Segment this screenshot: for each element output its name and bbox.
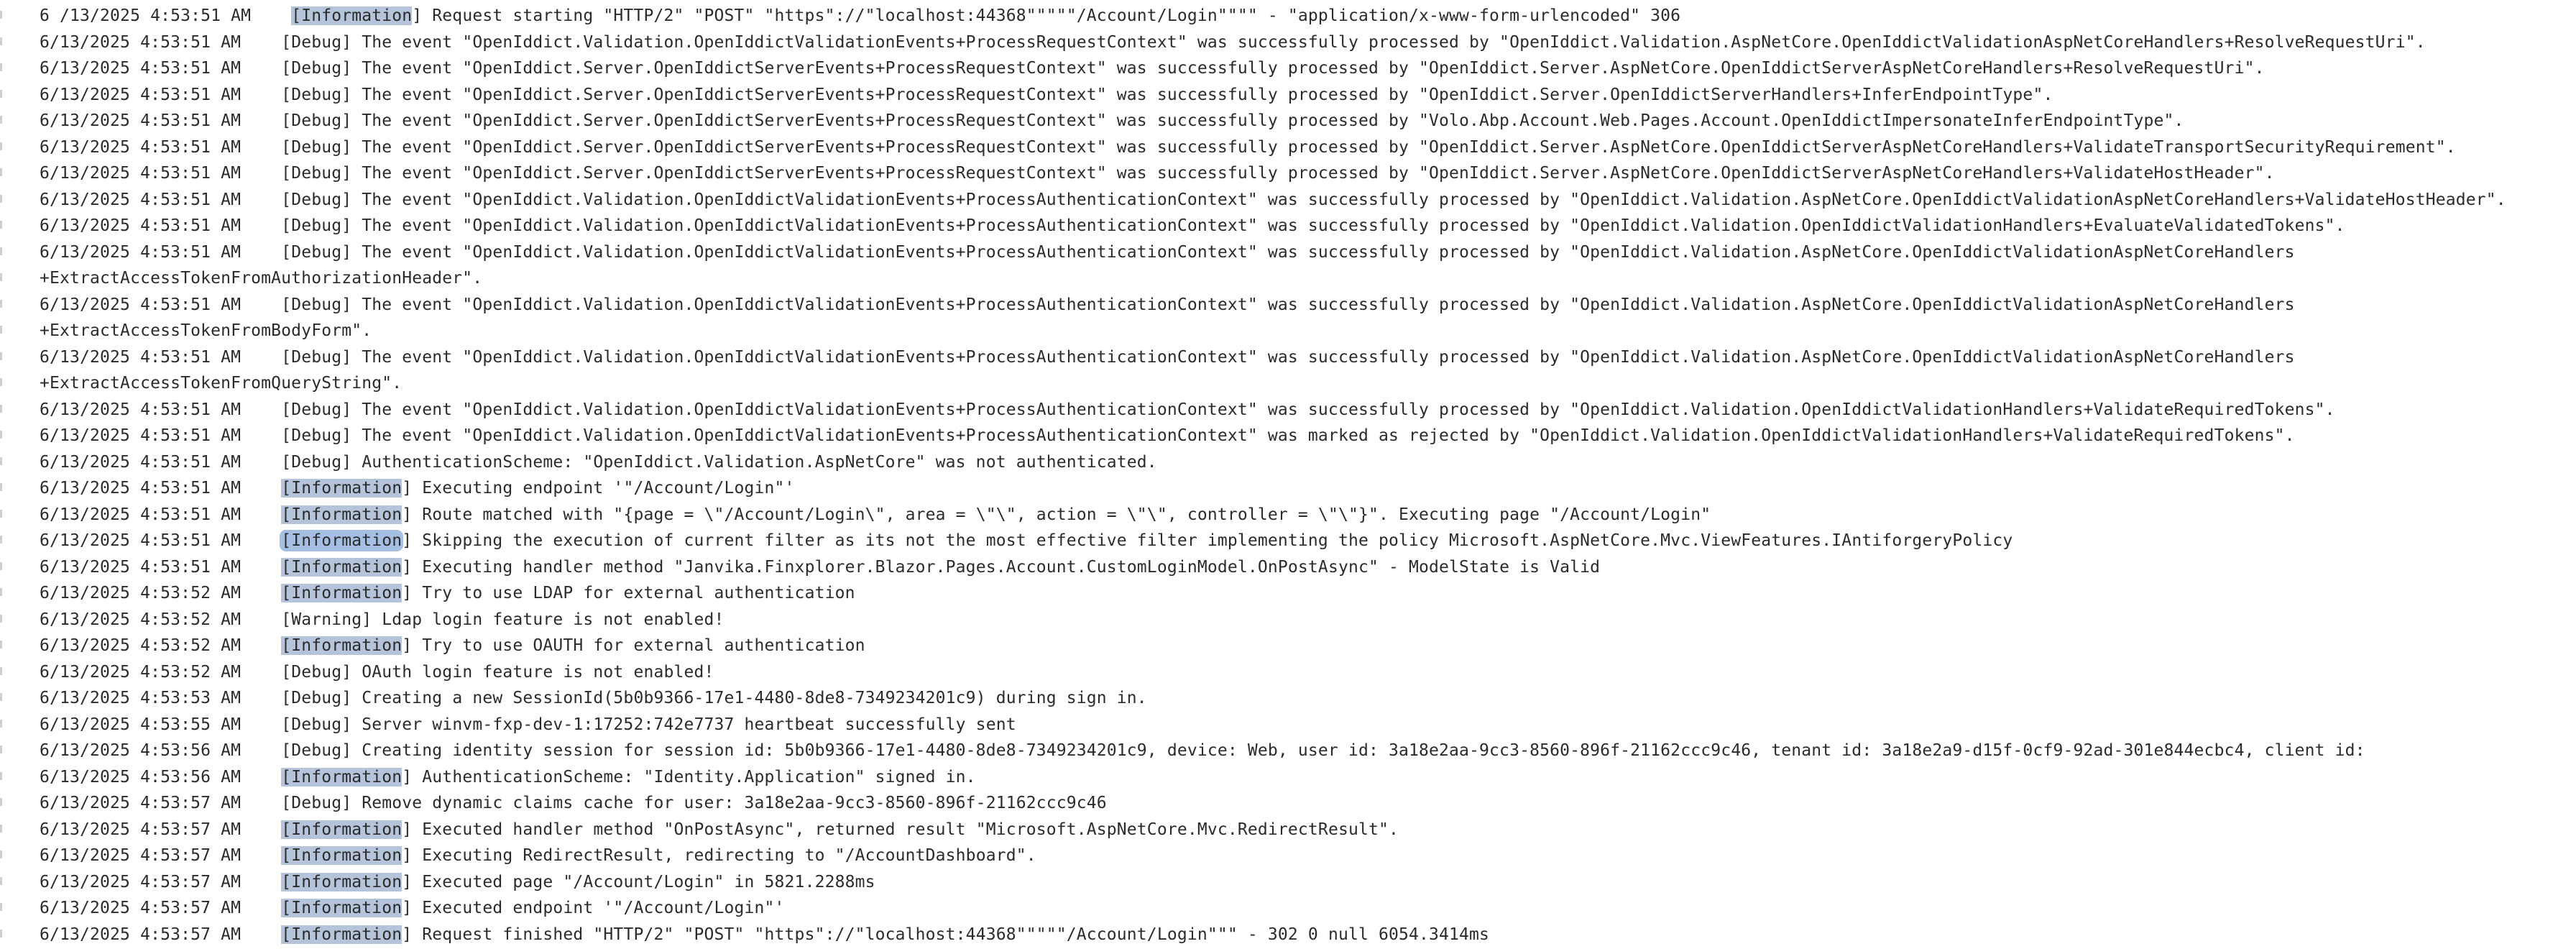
search-match: [Information (281, 505, 402, 524)
log-line[interactable] (0, 108, 2576, 134)
log-message: Executed handler method "OnPostAsync", returned result "Microsoft.AspNetCore.Mvc.RedirectResult". (422, 820, 1399, 839)
log-line[interactable] (0, 160, 2576, 187)
timestamp: 6/13/2025 4:53:51 AM (40, 59, 242, 78)
timestamp: 6/13/2025 4:53:55 AM (40, 715, 242, 734)
timestamp: 6/13/2025 4:53:52 AM (40, 662, 242, 682)
level-badge: [Debug] (281, 689, 362, 707)
log-line[interactable]: 6/13/2025 4:53:57 AM [Information] Request finished "HTTP/2" "POST" "https"://"localhost:44368"""""/Account/Login""" - 302 0 null 6054.3414ms (0, 922, 2576, 948)
timestamp: 6/13/2025 4:53:51 AM (40, 295, 242, 314)
log-line[interactable]: 6/13/2025 4:53:57 AM [Information] Executed handler method "OnPostAsync", returned result "Microsoft.AspNetCore.Mvc.RedirectResult". (0, 817, 2576, 843)
log-message: Route matched with "{page = \"/Account/Login\", area = \"\", action = \"\", controller = \"\"}". Executing page "/Account/Login" (422, 505, 1711, 524)
timestamp: 6 /13/2025 4:53:51 AM (40, 6, 252, 25)
level-badge: [Debug] (281, 295, 362, 314)
log-message: AuthenticationScheme: "OpenIddict.Validation.AspNetCore" was not authenticated. (362, 452, 1157, 472)
log-line-continuation[interactable] (0, 265, 2576, 292)
log-line[interactable] (0, 187, 2576, 214)
log-message: Skipping the execution of current filter as its not the most effective filter implementing the policy Microsoft.AspNetCore.Mvc.ViewFeatures.IAntiforgeryPolicy (422, 531, 2013, 550)
timestamp: 6/13/2025 4:53:51 AM (40, 531, 242, 550)
log-line[interactable]: 6/13/2025 4:53:51 AM [Information] Skipping the execution of current filter as its not the most effective filter implementing the policy Microsoft.AspNetCore.Mvc.ViewFeatures.IAntiforgeryPolicy (0, 528, 2576, 554)
log-message: Ldap login feature is not enabled! (382, 610, 724, 629)
search-match: [Information (281, 767, 402, 787)
log-message: The event "OpenIddict.Validation.OpenIddictValidationEvents+ProcessAuthenticationContext" was successfully processed by "OpenIddict.Validation.AspNetCore.OpenIddictValidationAspNetCoreHandlers (362, 347, 2295, 367)
search-match: [Information (281, 872, 402, 891)
log-line[interactable] (0, 607, 2576, 633)
log-line[interactable] (0, 685, 2576, 712)
log-line[interactable]: 6/13/2025 4:53:57 AM [Information] Executed page "/Account/Login" in 5821.2288ms (0, 869, 2576, 896)
log-message: +ExtractAccessTokenFromAuthorizationHeader". (40, 269, 483, 288)
level-badge: [Debug] (281, 85, 362, 104)
timestamp: 6/13/2025 4:53:52 AM (40, 610, 242, 629)
level-badge: [Debug] (281, 59, 362, 78)
log-message: Executing RedirectResult, redirecting to "/AccountDashboard". (422, 846, 1036, 865)
timestamp: 6/13/2025 4:53:57 AM (40, 820, 242, 839)
level-badge: [Debug] (281, 794, 362, 812)
level-badge: [Debug] (281, 400, 362, 419)
log-line[interactable]: 6/13/2025 4:53:52 AM [Information] Try to use LDAP for external authentication (0, 580, 2576, 607)
log-line[interactable] (0, 397, 2576, 423)
log-line[interactable] (0, 423, 2576, 449)
timestamp: 6/13/2025 4:53:57 AM (40, 846, 242, 865)
log-message: Request finished "HTTP/2" "POST" "https"://"localhost:44368"""""/Account/Login""" - 302 0 null 6054.3414ms (422, 925, 1490, 944)
log-message: The event "OpenIddict.Server.OpenIddictServerEvents+ProcessRequestContext" was successfully processed by "Volo.Abp.Account.Web.Pages.Account.OpenIddictImpersonateInferEndpointType". (362, 111, 2184, 130)
timestamp: 6/13/2025 4:53:56 AM (40, 767, 242, 787)
timestamp: 6/13/2025 4:53:51 AM (40, 505, 242, 524)
log-line[interactable] (0, 292, 2576, 318)
log-line[interactable] (0, 82, 2576, 109)
log-message: The event "OpenIddict.Server.OpenIddictServerEvents+ProcessRequestContext" was successfully processed by "OpenIddict.Server.AspNetCore.OpenIddictServerAspNetCoreHandlers+ResolveRequestUri". (362, 59, 2265, 78)
timestamp: 6/13/2025 4:53:51 AM (40, 400, 242, 419)
search-match: [Information (281, 846, 402, 865)
log-line[interactable] (0, 738, 2576, 764)
log-line[interactable] (0, 55, 2576, 82)
log-message: The event "OpenIddict.Validation.OpenIddictValidationEvents+ProcessAuthenticationContext" was marked as rejected by "OpenIddict.Validation.OpenIddictValidationHandlers+ValidateRequiredTokens". (362, 426, 2295, 445)
log-message: +ExtractAccessTokenFromBodyForm". (40, 321, 372, 340)
level-badge: [Debug] (281, 32, 362, 52)
log-line[interactable] (0, 712, 2576, 738)
log-message: Request starting "HTTP/2" "POST" "https"://"localhost:44368"""""/Account/Login"""" - "application/x-www-form-urlencoded" 306 (432, 6, 1681, 25)
search-match: [Information (281, 557, 402, 577)
search-match: [Information (281, 479, 402, 498)
log-message: The event "OpenIddict.Validation.OpenIddictValidationEvents+ProcessAuthenticationContext" was successfully processed by "OpenIddict.Validation.AspNetCore.OpenIddictValidationAspNetCoreHandlers+ValidateHostHeader". (362, 190, 2506, 209)
timestamp: 6/13/2025 4:53:51 AM (40, 347, 242, 367)
log-message: The event "OpenIddict.Validation.OpenIddictValidationEvents+ProcessAuthenticationContext" was successfully processed by "OpenIddict.Validation.OpenIddictValidationHandlers+EvaluateValidatedTokens". (362, 216, 2345, 235)
search-match: [Information (281, 925, 402, 944)
log-message: AuthenticationScheme: "Identity.Application" signed in. (422, 767, 976, 787)
level-badge: [Debug] (281, 137, 362, 157)
log-line[interactable]: 6/13/2025 4:53:52 AM [Information] Try to use OAUTH for external authentication (0, 633, 2576, 659)
level-badge: [Debug] (281, 347, 362, 367)
log-line[interactable]: 6 /13/2025 4:53:51 AM [Information] Request starting "HTTP/2" "POST" "https"://"localhost:44368"""""/Account/Login"""" - "application/x-www-form-urlencoded" 306 (0, 3, 2576, 29)
level-badge: [Warning] (281, 610, 382, 629)
timestamp: 6/13/2025 4:53:57 AM (40, 899, 242, 917)
log-message: Creating identity session for session id: 5b0b9366-17e1-4480-8de8-7349234201c9, device: Web, user id: 3a18e2aa-9cc3-8560-896f-21162ccc9c46, tenant id: 3a18e2a9-d15f-0cf9-92ad-301e844ecbc4, client id: (362, 741, 2365, 760)
timestamp: 6/13/2025 4:53:56 AM (40, 741, 242, 760)
timestamp: 6/13/2025 4:53:51 AM (40, 111, 242, 130)
level-badge: [Debug] (281, 662, 362, 682)
log-message: Server winvm-fxp-dev-1:17252:742e7737 heartbeat successfully sent (362, 715, 1016, 734)
log-line[interactable] (0, 213, 2576, 239)
log-line-continuation[interactable] (0, 370, 2576, 397)
log-line[interactable] (0, 344, 2576, 371)
log-message: The event "OpenIddict.Server.OpenIddictServerEvents+ProcessRequestContext" was successfully processed by "OpenIddict.Server.AspNetCore.OpenIddictServerAspNetCoreHandlers+ValidateTransportSecurityRequirement". (362, 137, 2456, 157)
log-line-continuation[interactable] (0, 318, 2576, 344)
level-badge: [Debug] (281, 111, 362, 130)
log-message: The event "OpenIddict.Validation.OpenIddictValidationEvents+ProcessRequestContext" was successfully processed by "OpenIddict.Validation.AspNetCore.OpenIddictValidationAspNetCoreHandlers+ResolveRequestUri". (362, 32, 2426, 52)
log-message: The event "OpenIddict.Validation.OpenIddictValidationEvents+ProcessAuthenticationContext" was successfully processed by "OpenIddict.Validation.AspNetCore.OpenIddictValidationAspNetCoreHandlers (362, 295, 2295, 314)
log-message: Executed endpoint '"/Account/Login"' (422, 899, 785, 917)
log-line[interactable]: 6/13/2025 4:53:51 AM [Information] Executing handler method "Janvika.Finxplorer.Blazor.Pages.Account.CustomLoginModel.OnPostAsync" - ModelState is Valid (0, 554, 2576, 581)
log-line[interactable] (0, 239, 2576, 266)
search-match: [Information (281, 820, 402, 839)
level-badge: [Debug] (281, 452, 362, 472)
search-match: [Information (291, 6, 413, 25)
timestamp: 6/13/2025 4:53:51 AM (40, 242, 242, 262)
log-line[interactable]: 6/13/2025 4:53:51 AM [Information] Route matched with "{page = \"/Account/Login\", area = \"\", action = \"\", controller = \"\"}". Executing page "/Account/Login" (0, 502, 2576, 528)
timestamp: 6/13/2025 4:53:52 AM (40, 636, 242, 655)
log-message: +ExtractAccessTokenFromQueryString". (40, 374, 402, 393)
log-message: The event "OpenIddict.Server.OpenIddictServerEvents+ProcessRequestContext" was successfully processed by "OpenIddict.Server.AspNetCore.OpenIddictServerAspNetCoreHandlers+ValidateHostHeader". (362, 164, 2275, 183)
search-match: [Information (281, 584, 402, 602)
timestamp: 6/13/2025 4:53:57 AM (40, 794, 242, 812)
search-match-active: [Information (281, 531, 402, 550)
log-line[interactable]: 6/13/2025 4:53:56 AM [Information] AuthenticationScheme: "Identity.Application" signed in. (0, 764, 2576, 791)
log-message: Executed page "/Account/Login" in 5821.2288ms (422, 872, 875, 891)
timestamp: 6/13/2025 4:53:51 AM (40, 164, 242, 183)
timestamp: 6/13/2025 4:53:51 AM (40, 137, 242, 157)
log-line[interactable]: 6/13/2025 4:53:51 AM [Information] Executing endpoint '"/Account/Login"' (0, 475, 2576, 502)
level-badge: [Debug] (281, 426, 362, 445)
level-badge: [Debug] (281, 164, 362, 183)
timestamp: 6/13/2025 4:53:51 AM (40, 216, 242, 235)
log-message: OAuth login feature is not enabled! (362, 662, 714, 682)
timestamp: 6/13/2025 4:53:53 AM (40, 689, 242, 707)
timestamp: 6/13/2025 4:53:52 AM (40, 584, 242, 602)
level-badge: [Debug] (281, 242, 362, 262)
timestamp: 6/13/2025 4:53:51 AM (40, 479, 242, 498)
timestamp: 6/13/2025 4:53:57 AM (40, 925, 242, 944)
level-badge: [Debug] (281, 741, 362, 760)
log-line[interactable] (0, 134, 2576, 161)
search-match: [Information (281, 899, 402, 917)
timestamp: 6/13/2025 4:53:51 AM (40, 32, 242, 52)
log-message: Executing endpoint '"/Account/Login"' (422, 479, 795, 498)
level-badge: [Debug] (281, 715, 362, 734)
log-line[interactable]: 6/13/2025 4:53:57 AM [Information] Executed endpoint '"/Account/Login"' (0, 895, 2576, 922)
log-line[interactable] (0, 659, 2576, 686)
log-message: The event "OpenIddict.Validation.OpenIddictValidationEvents+ProcessAuthenticationContext" was successfully processed by "OpenIddict.Validation.OpenIddictValidationHandlers+ValidateRequiredTokens". (362, 400, 2335, 419)
timestamp: 6/13/2025 4:53:51 AM (40, 426, 242, 445)
log-line[interactable]: 6/13/2025 4:53:57 AM [Information] Executing RedirectResult, redirecting to "/AccountDashboard". (0, 843, 2576, 869)
log-line[interactable] (0, 790, 2576, 817)
timestamp: 6/13/2025 4:53:51 AM (40, 85, 242, 104)
level-badge: [Debug] (281, 190, 362, 209)
timestamp: 6/13/2025 4:53:51 AM (40, 190, 242, 209)
timestamp: 6/13/2025 4:53:51 AM (40, 557, 242, 577)
log-message: The event "OpenIddict.Validation.OpenIddictValidationEvents+ProcessAuthenticationContext" was successfully processed by "OpenIddict.Validation.AspNetCore.OpenIddictValidationAspNetCoreHandlers (362, 242, 2295, 262)
log-message: Creating a new SessionId(5b0b9366-17e1-4480-8de8-7349234201c9) during sign in. (362, 689, 1147, 707)
log-message: Try to use OAUTH for external authentication (422, 636, 865, 655)
log-message: Remove dynamic claims cache for user: 3a18e2aa-9cc3-8560-896f-21162ccc9c46 (362, 794, 1107, 812)
log-message: Executing handler method "Janvika.Finxplorer.Blazor.Pages.Account.CustomLoginModel.OnPostAsync" - ModelState is Valid (422, 557, 1601, 577)
search-match: [Information (281, 636, 402, 655)
log-message: Try to use LDAP for external authentication (422, 584, 855, 602)
log-message: The event "OpenIddict.Server.OpenIddictServerEvents+ProcessRequestContext" was successfully processed by "OpenIddict.Server.OpenIddictServerHandlers+InferEndpointType". (362, 85, 2053, 104)
timestamp: 6/13/2025 4:53:57 AM (40, 872, 242, 891)
log-line[interactable] (0, 29, 2576, 56)
log-line[interactable] (0, 449, 2576, 476)
timestamp: 6/13/2025 4:53:51 AM (40, 452, 242, 472)
level-badge: [Debug] (281, 216, 362, 235)
